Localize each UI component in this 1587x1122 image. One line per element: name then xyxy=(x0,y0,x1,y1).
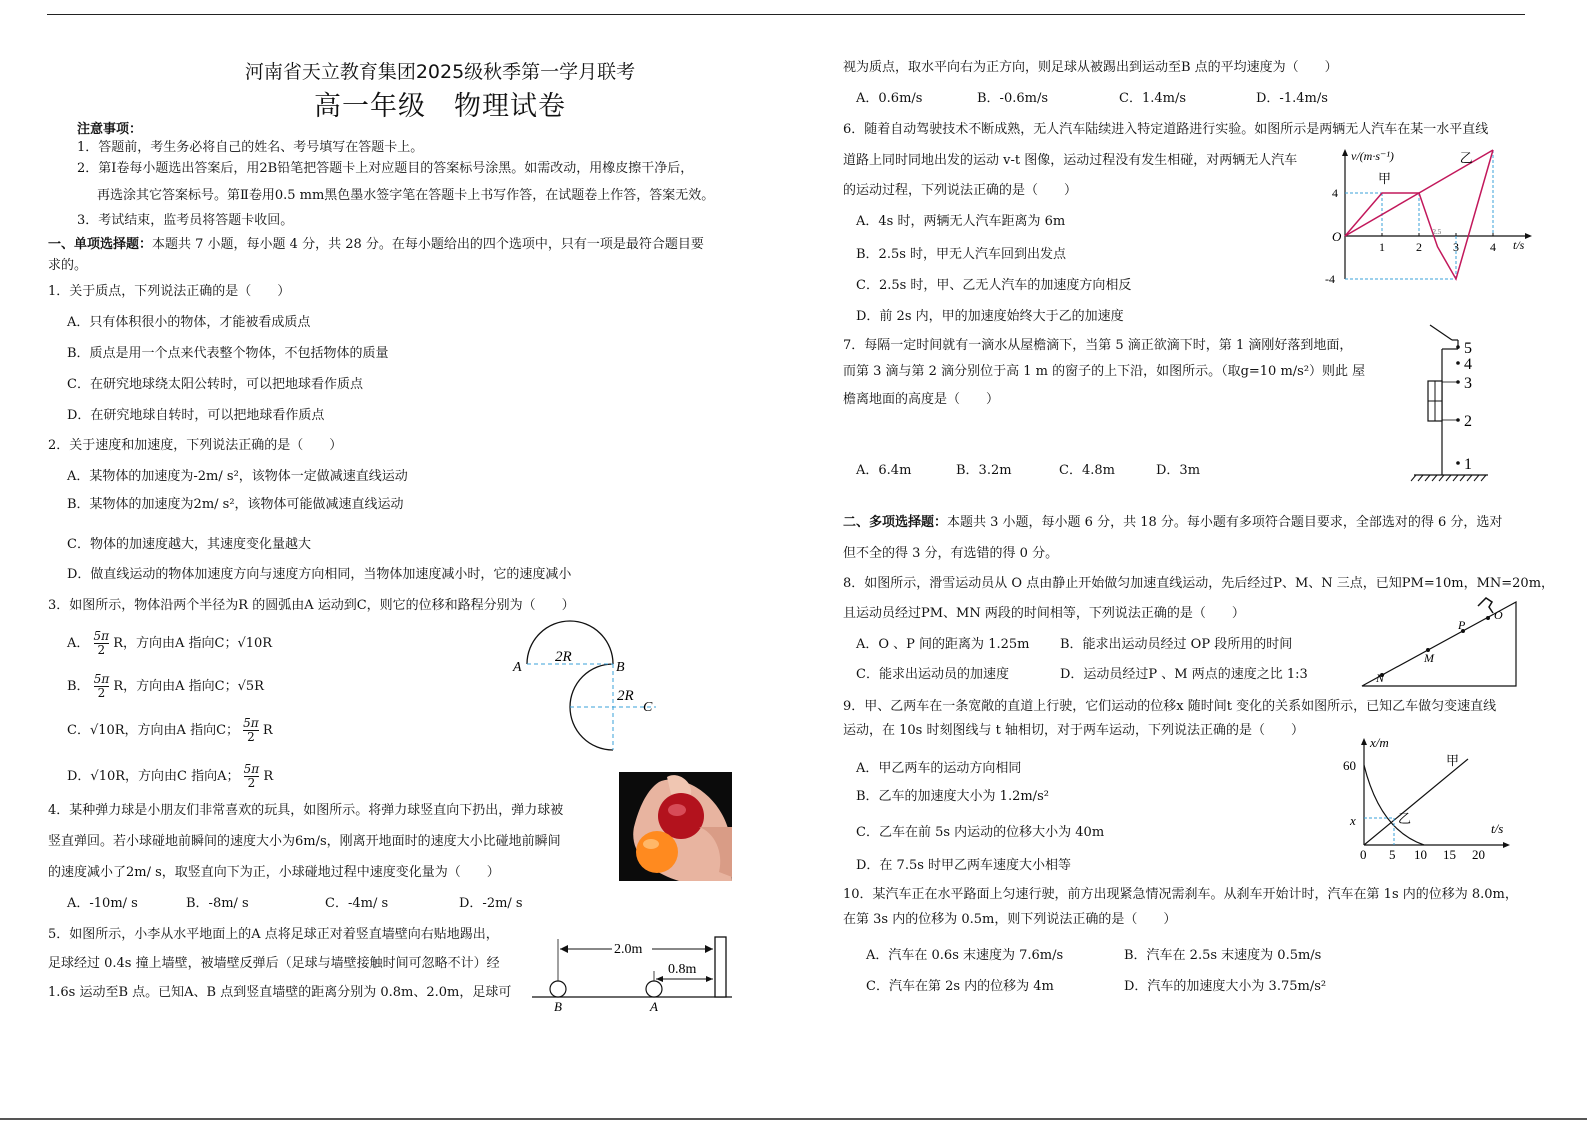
q5-cont: 视为质点，取水平向右为正方向，则足球从被踢出到运动至B 点的平均速度为（ ） xyxy=(843,60,1338,75)
exam-title: 河南省天立教育集团2025级秋季第一学月联考 xyxy=(244,61,636,83)
q6-line1: 6．随着自动驾驶技术不断成熟，无人汽车陆续进入特定道路进行实验。如图所示是两辆无人汽车在某一水平直线 xyxy=(843,122,1489,137)
q3-fraction: $\frac{5\pi}{2}$ xyxy=(93,672,110,700)
q7-line3: 檐离地面的高度是（ ） xyxy=(843,392,1000,407)
wall xyxy=(715,937,726,997)
q5-line3: 1.6s 运动至B 点。已知A、B 点到竖直墙壁的距离分别为 0.8m、2.0m，足球可 xyxy=(48,985,512,1000)
q3-fraction: $\frac{5\pi}{2}$ xyxy=(93,629,110,657)
q3-arc-diagram xyxy=(515,630,665,750)
q3-fraction: $\frac{5\pi}{2}$ xyxy=(243,716,259,744)
point-o xyxy=(1486,616,1490,620)
q1-option-c: C．在研究地球绕太阳公转时，可以把地球看作质点 xyxy=(67,377,363,392)
drop-label: 3 xyxy=(1464,375,1472,392)
drop-label: 4 xyxy=(1464,356,1472,373)
q9-line2: 运动，在 10s 时刻图线与 t 轴相切，对于两车运动，下列说法正确的是（ ） xyxy=(843,723,1304,738)
q8-option-b: B．能求出运动员经过 OP 段所用的时间 xyxy=(1060,637,1293,652)
label-2r-right: 2R xyxy=(617,688,634,704)
q3-option-d: D．√10R，方向由C 指向A； $\frac{5\pi}{2}$ R xyxy=(67,762,274,790)
q10-option-d: D．汽车的加速度大小为 3.75m/s² xyxy=(1124,979,1327,994)
q7-line2: 而第 3 滴与第 2 滴分别位于高 1 m 的窗子的上下沿，如图所示。（取g=10 m/s²）则此 屋 xyxy=(843,364,1366,379)
q6-line2: 道路上同时同地出发的运动 v-t 图像，运动过程没有发生相碰，对两辆无人汽车 xyxy=(843,153,1298,168)
q6-option-a: A．4s 时，两辆无人汽车距离为 6m xyxy=(856,214,1066,229)
xt-tick-60: 60 xyxy=(1343,758,1356,773)
water-drop xyxy=(1456,345,1460,349)
q4-option-d: D．-2m/ s xyxy=(459,896,523,911)
q6-option-b: B．2.5s 时，甲无人汽车回到出发点 xyxy=(856,247,1067,262)
q10-line1: 10．某汽车正在水平路面上匀速行驶，前方出现紧急情况需刹车。从刹车开始计时，汽车在第 1s 内的位移为 8.0m， xyxy=(843,887,1518,902)
xt-graph xyxy=(1328,735,1528,860)
ball-a xyxy=(646,981,662,997)
t-tick-2-5: 2.5 xyxy=(1432,228,1442,236)
bouncy-ball-photo xyxy=(619,772,732,881)
q9-option-c: C．乙车在前 5s 内运动的位移大小为 40m xyxy=(856,825,1105,840)
xt-tick-x: x xyxy=(1350,813,1356,828)
slope-triangle xyxy=(1362,602,1516,686)
q4-line1: 4．某种弹力球是小朋友们非常喜欢的玩具，如图所示。将弹力球竖直向下扔出，弹力球被 xyxy=(48,803,564,818)
water-drop xyxy=(1456,461,1460,465)
q7-option-d: D．3m xyxy=(1156,463,1201,478)
section1-intro xyxy=(48,236,704,253)
q9-line1: 9．甲、乙两车在一条宽敞的直道上行驶，它们运动的位移x 随时间t 变化的关系如图所示，已知乙车做匀变速直线 xyxy=(843,699,1497,714)
label-m: M xyxy=(1424,651,1434,665)
xt-tick-20: 20 xyxy=(1472,847,1485,862)
q10-option-b: B．汽车在 2.5s 末速度为 0.5m/s xyxy=(1124,948,1322,963)
q1-option-d: D．在研究地球自转时，可以把地球看作质点 xyxy=(67,408,325,423)
section2-intro xyxy=(843,514,1502,531)
xt-tick-10: 10 xyxy=(1414,847,1427,862)
q5-option-b: B．-0.6m/s xyxy=(977,91,1048,106)
label-b: B xyxy=(616,660,625,675)
exam-subtitle: 高一年级 物理试卷 xyxy=(314,91,566,122)
v-axis-label: v/(m·s⁻¹) xyxy=(1351,149,1394,163)
q7-option-c: C．4.8m xyxy=(1059,463,1115,478)
q2-stem: 2．关于速度和加速度，下列说法正确的是（ ） xyxy=(48,438,343,453)
q9-option-b: B．乙车的加速度大小为 1.2m/s² xyxy=(856,789,1049,804)
label-0-8m: 0.8m xyxy=(668,962,697,977)
q8-line2: 且运动员经过PM、MN 两段的时间相等，下列说法正确的是（ ） xyxy=(843,606,1245,621)
note-2-cont: 再选涂其它答案标号。第Ⅱ卷用0.5 mm黑色墨水签字笔在答题卡上书写作答，在试题卷上作答，答案无效。 xyxy=(97,188,715,203)
label-o: O xyxy=(1494,608,1503,622)
top-rule xyxy=(47,14,1525,15)
roof-line xyxy=(1430,325,1452,340)
section1-line2: 求的。 xyxy=(48,258,88,273)
photo-illustration xyxy=(619,772,732,881)
q5-option-c: C．1.4m/s xyxy=(1119,91,1186,106)
series-jia-line xyxy=(1364,759,1468,845)
water-drop xyxy=(1456,361,1460,365)
origin-label: O xyxy=(1332,229,1342,244)
label-p: P xyxy=(1458,618,1466,632)
q5-line2: 足球经过 0.4s 撞上墙壁，被墙壁反弹后（足球与墙壁接触时间可忽略不计）经 xyxy=(48,956,500,971)
q3-stem: 3．如图所示，物体沿两个半径为R 的圆弧由A 运动到C，则它的位移和路程分别为（ ） xyxy=(48,598,575,613)
q8-option-d: D．运动员经过P 、M 两点的速度之比 1:3 xyxy=(1060,667,1308,682)
vt-graph xyxy=(1320,145,1535,285)
q10-line2: 在第 3s 内的位移为 0.5m，则下列说法正确的是（ ） xyxy=(843,912,1177,927)
t-axis-label: t/s xyxy=(1513,238,1525,252)
skier-icon xyxy=(1478,598,1493,613)
label-c: C xyxy=(643,700,653,715)
q10-option-a: A．汽车在 0.6s 末速度为 7.6m/s xyxy=(866,948,1064,963)
q3-option-a: A． $\frac{5\pi}{2}$ R，方向由A 指向C；√10R xyxy=(67,629,273,657)
q5-option-d: D．-1.4m/s xyxy=(1256,91,1328,106)
section1-heading: 一、单项选择题： xyxy=(48,237,153,252)
vt-guides xyxy=(1345,150,1493,279)
q8-line1: 8．如图所示，滑雪运动员从 O 点由静止开始做匀加速直线运动，先后经过P、M、N 三点，已知PM=10m，MN=20m， xyxy=(843,576,1555,591)
q2-option-b: B．某物体的加速度为2m/ s²，该物体可能做减速直线运动 xyxy=(67,497,404,512)
q9-option-a: A．甲乙两车的运动方向相同 xyxy=(856,761,1022,776)
label-a: A xyxy=(513,660,522,675)
q8-slope-diagram xyxy=(1360,596,1540,690)
q1-option-a: A．只有体积很小的物体，才能被看成质点 xyxy=(67,315,311,330)
q4-line3: 的速度减小了2m/ s，取竖直向下为正，小球碰地过程中速度变化量为（ ） xyxy=(48,865,500,880)
notes-heading: 注意事项： xyxy=(77,122,143,137)
ball-b xyxy=(550,981,566,997)
q5-option-a: A．0.6m/s xyxy=(856,91,923,106)
q4-option-a: A．-10m/ s xyxy=(67,896,138,911)
q3-fraction: $\frac{5\pi}{2}$ xyxy=(243,762,260,790)
section2-heading: 二、多项选择题： xyxy=(843,515,948,530)
q10-option-c: C．汽车在第 2s 内的位移为 4m xyxy=(866,979,1054,994)
q4-line2: 竖直弹回。若小球碰地前瞬间的速度大小为6m/s，刚离开地面时的速度大小比碰地前瞬间 xyxy=(48,834,561,849)
xt-xlabel: t/s xyxy=(1491,821,1504,836)
label-jia: 甲 xyxy=(1446,753,1460,768)
q9-option-d: D．在 7.5s 时甲乙两车速度大小相等 xyxy=(856,858,1072,873)
note-3: 3．考试结束，监考员将答题卡收回。 xyxy=(77,213,294,228)
q8-option-c: C．能求出运动员的加速度 xyxy=(856,667,1009,682)
drop-label: 2 xyxy=(1464,413,1472,430)
bottom-rule xyxy=(0,1118,1587,1120)
q8-option-a: A．O 、P 间的距离为 1.25m xyxy=(856,637,1030,652)
q3-option-b: B． $\frac{5\pi}{2}$ R，方向由A 指向C；√5R xyxy=(67,672,264,700)
xt-tick-15: 15 xyxy=(1443,847,1456,862)
label-b: B xyxy=(554,999,562,1014)
q1-stem: 1．关于质点，下列说法正确的是（ ） xyxy=(48,284,291,299)
section2-line2: 但不全的得 3 分，有选错的得 0 分。 xyxy=(843,546,1059,561)
v-tick-label: -4 xyxy=(1325,272,1335,286)
label-yi: 乙 xyxy=(1398,811,1412,826)
q7-option-b: B．3.2m xyxy=(956,463,1012,478)
q7-line1: 7．每隔一定时间就有一滴水从屋檐滴下，当第 5 滴正欲滴下时，第 1 滴刚好落到地面， xyxy=(843,338,1353,353)
q7-option-a: A．6.4m xyxy=(856,463,912,478)
section2-line1: 本题共 3 小题，每小题 6 分，共 18 分。每小题有多项符合题目要求，全部选对的得 6 分，选对 xyxy=(947,515,1503,530)
t-tick-label: 4 xyxy=(1490,240,1496,254)
t-tick-label: 2 xyxy=(1416,240,1422,254)
q2-option-c: C．物体的加速度越大，其速度变化量越大 xyxy=(67,537,311,552)
q3-option-c: C．√10R，方向由A 指向C； $\frac{5\pi}{2}$ R xyxy=(67,716,273,744)
label-a: A xyxy=(650,999,658,1014)
q2-option-a: A．某物体的加速度为-2m/ s²，该物体一定做减速直线运动 xyxy=(67,469,408,484)
water-drops xyxy=(1442,340,1472,473)
label-2-0m: 2.0m xyxy=(614,942,643,957)
xt-ylabel: x/m xyxy=(1370,735,1389,750)
label-n: N xyxy=(1376,671,1385,685)
drop-label: 5 xyxy=(1464,340,1472,357)
v-tick-label: 4 xyxy=(1332,186,1338,200)
series-yi-label: 乙 xyxy=(1459,150,1473,166)
drop-label: 1 xyxy=(1464,456,1472,473)
q5-wall-diagram xyxy=(532,935,737,1014)
note-2: 2．第Ⅰ卷每小题选出答案后，用2B铅笔把答题卡上对应题目的答案标号涂黑。如需改动，用橡皮擦干净后， xyxy=(77,161,694,176)
note-1: 1．答题前，考生务必将自己的姓名、考号填写在答题卡上。 xyxy=(77,140,424,155)
q7-eaves-diagram xyxy=(1420,325,1510,485)
q4-option-c: C．-4m/ s xyxy=(325,896,389,911)
series-jia-label: 甲 xyxy=(1378,171,1392,186)
q2-option-d: D．做直线运动的物体加速度方向与速度方向相同，当物体加速度减小时，它的速度减小 xyxy=(67,567,572,582)
q6-option-c: C．2.5s 时，甲、乙无人汽车的加速度方向相反 xyxy=(856,278,1132,293)
q1-option-b: B．质点是用一个点来代表整个物体，不包括物体的质量 xyxy=(67,346,389,361)
section1-line1: 本题共 7 小题，每小题 4 分，共 28 分。在每小题给出的四个选项中，只有一项是最符合题目要 xyxy=(152,237,704,252)
q6-option-d: D．前 2s 内，甲的加速度始终大于乙的加速度 xyxy=(856,309,1124,324)
q6-line3: 的运动过程，下列说法正确的是（ ） xyxy=(843,183,1078,198)
q4-option-b: B．-8m/ s xyxy=(186,896,249,911)
q5-line1: 5．如图所示，小李从水平地面上的A 点将足球正对着竖直墙壁向右贴地踢出， xyxy=(48,927,499,942)
xt-tick-5: 5 xyxy=(1389,847,1396,862)
label-2r-top: 2R xyxy=(555,649,572,665)
t-tick-label: 1 xyxy=(1379,240,1385,254)
xt-tick-0: 0 xyxy=(1360,847,1367,862)
t-tick-label: 3 xyxy=(1453,240,1459,254)
